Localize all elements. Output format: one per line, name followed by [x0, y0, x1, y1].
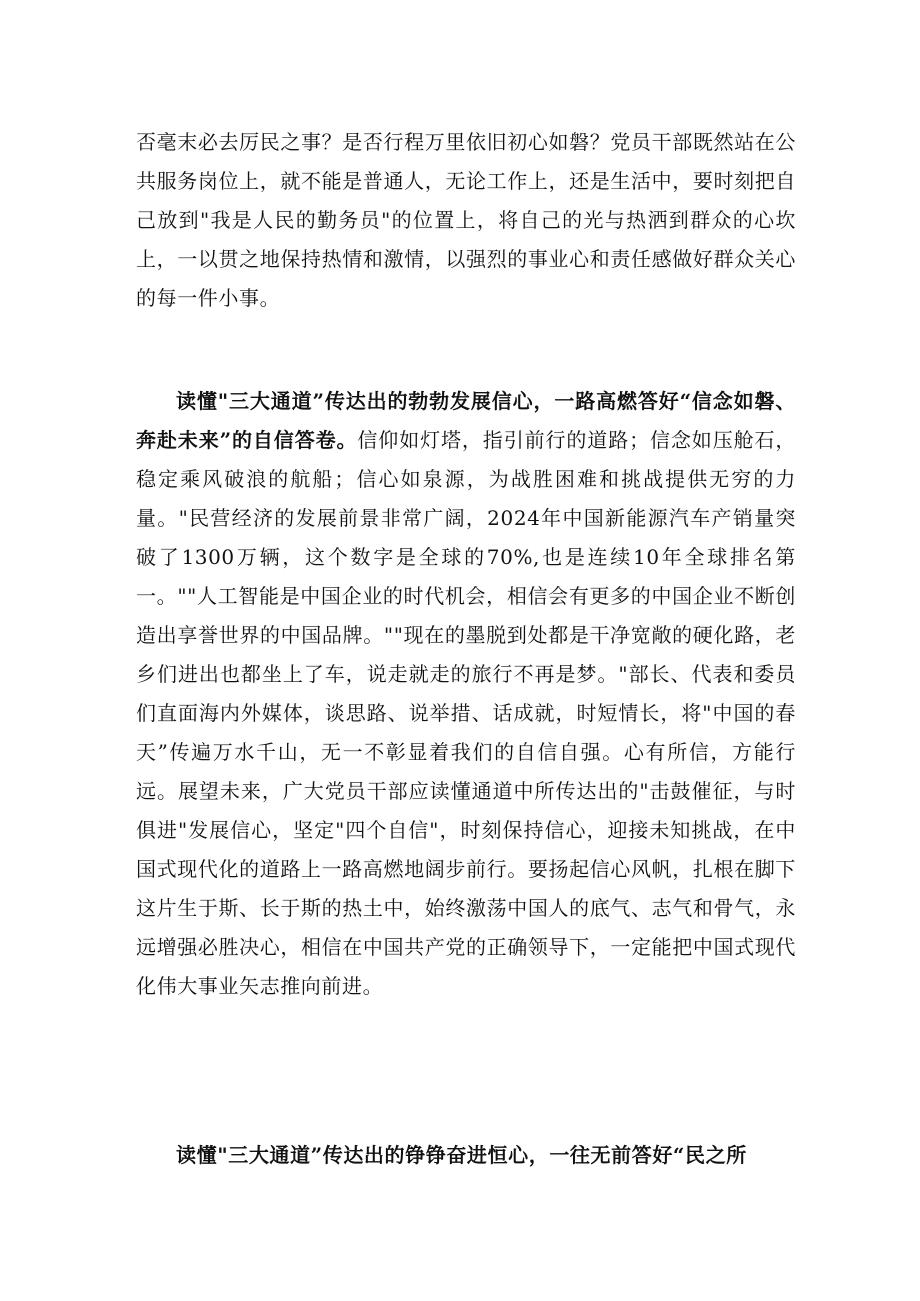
paragraph-3 [136, 1136, 796, 1175]
paragraph-3-heading: 读懂"三大通道”传达出的铮铮奋进恒心，一往无前答好“民之所 [176, 1143, 747, 1167]
paragraph-1-text: 否毫末必去厉民之事？是否行程万里依旧初心如磐？党员干部既然站在公共服务岗位上，就不能是普通人，无论工作上，还是生活中，要时刻把自己放到"我是人民的勤务员"的位置上，将自己的光与热洒到群众的心坎上，一以贯之地保持热情和激情，以强烈的事业心和责任感做好群众关心的每一件小事。 [136, 130, 796, 310]
paragraph-1 [136, 123, 796, 318]
paragraph-2-heading: 读懂"三大通道”传达出的勃勃发展信心，一路高燃答好“信念如磐、奔赴未来”的自信答卷。 [136, 389, 796, 452]
paragraph-2-text: 信仰如灯塔，指引前行的道路；信念如压舱石，稳定乘风破浪的航船；信心如泉源，为战胜困难和挑战提供无穷的力量。"民营经济的发展前景非常广阔，2024年中国新能源汽车产销量突破了1300万辆，这个数字是全球的70%,也是连续10年全球排名第一。""人工智能是中国企业的时代机会，相信会有更多的中国企业不断创造出享誉世界的中国品牌。""现在的墨脱到处都是干净宽敞的硬化路，老乡们进出也都坐上了车，说走就走的旅行不再是梦。"部长、代表和委员们直面海内外媒体，谈思路、说举措、话成就，时短情长，将"中国的春天”传遍万水千山，无一不彰显着我们的自信自强。心有所信，方能行远。展望未来，广大党员干部应读懂通道中所传达出的"击鼓催征，与时俱进"发展信心，坚定"四个自信"，时刻保持信心，迎接未知挑战，在中国式现代化的道路上一路高燃地阔步前行。要扬起信心风帆，扎根在脚下这片生于斯、长于斯的热土中，始终激荡中国人的底气、志气和骨气，永远增强必胜决心，相信在中国共产党的正确领导下，一定能把中国式现代化伟大事业矢志推向前进。 [136, 428, 796, 998]
paragraph-2 [136, 382, 796, 1006]
